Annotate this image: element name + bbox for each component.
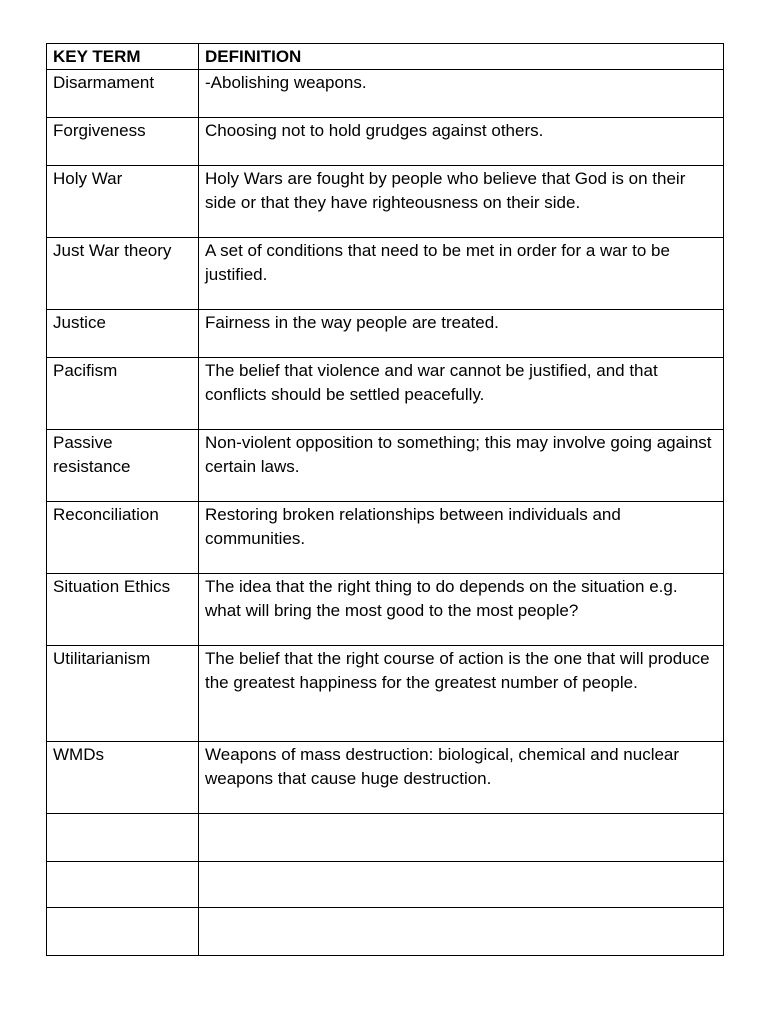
term-cell <box>47 908 199 956</box>
definition-cell: Restoring broken relationships between individuals and communities. <box>199 502 724 574</box>
definition-cell: Holy Wars are fought by people who believe that God is on their side or that they have righteousness on their side. <box>199 166 724 238</box>
term-cell: Reconciliation <box>47 502 199 574</box>
table-row <box>47 742 724 814</box>
table-row <box>47 862 724 908</box>
definition-cell: Fairness in the way people are treated. <box>199 310 724 358</box>
table-row <box>47 646 724 742</box>
table-header-row <box>47 44 724 70</box>
term-cell: Holy War <box>47 166 199 238</box>
term-cell: Disarmament <box>47 70 199 118</box>
definition-cell: -Abolishing weapons. <box>199 70 724 118</box>
key-terms-table <box>46 43 724 956</box>
term-cell: Passive resistance <box>47 430 199 502</box>
term-cell <box>47 814 199 862</box>
definition-cell: The idea that the right thing to do depends on the situation e.g. what will bring the most good to the most people? <box>199 574 724 646</box>
table-row <box>47 118 724 166</box>
definition-cell: Non-violent opposition to something; this may involve going against certain laws. <box>199 430 724 502</box>
table-row <box>47 238 724 310</box>
header-definition: DEFINITION <box>199 44 724 70</box>
definition-cell: A set of conditions that need to be met in order for a war to be justified. <box>199 238 724 310</box>
table-row <box>47 908 724 956</box>
definition-cell: Weapons of mass destruction: biological, chemical and nuclear weapons that cause huge destruction. <box>199 742 724 814</box>
term-cell <box>47 862 199 908</box>
table-row <box>47 814 724 862</box>
term-cell: Justice <box>47 310 199 358</box>
table-row <box>47 502 724 574</box>
definition-cell <box>199 862 724 908</box>
table-row <box>47 166 724 238</box>
term-cell: Just War theory <box>47 238 199 310</box>
definition-cell: The belief that the right course of action is the one that will produce the greatest happiness for the greatest number of people. <box>199 646 724 742</box>
term-cell: Utilitarianism <box>47 646 199 742</box>
term-cell: Forgiveness <box>47 118 199 166</box>
table-row <box>47 70 724 118</box>
definition-cell: The belief that violence and war cannot be justified, and that conflicts should be settled peacefully. <box>199 358 724 430</box>
term-cell: Pacifism <box>47 358 199 430</box>
term-cell: WMDs <box>47 742 199 814</box>
table-row <box>47 310 724 358</box>
term-cell: Situation Ethics <box>47 574 199 646</box>
definition-cell: Choosing not to hold grudges against others. <box>199 118 724 166</box>
table-row <box>47 430 724 502</box>
definition-cell <box>199 908 724 956</box>
definition-cell <box>199 814 724 862</box>
header-key-term: KEY TERM <box>47 44 199 70</box>
table-row <box>47 358 724 430</box>
table-row <box>47 574 724 646</box>
